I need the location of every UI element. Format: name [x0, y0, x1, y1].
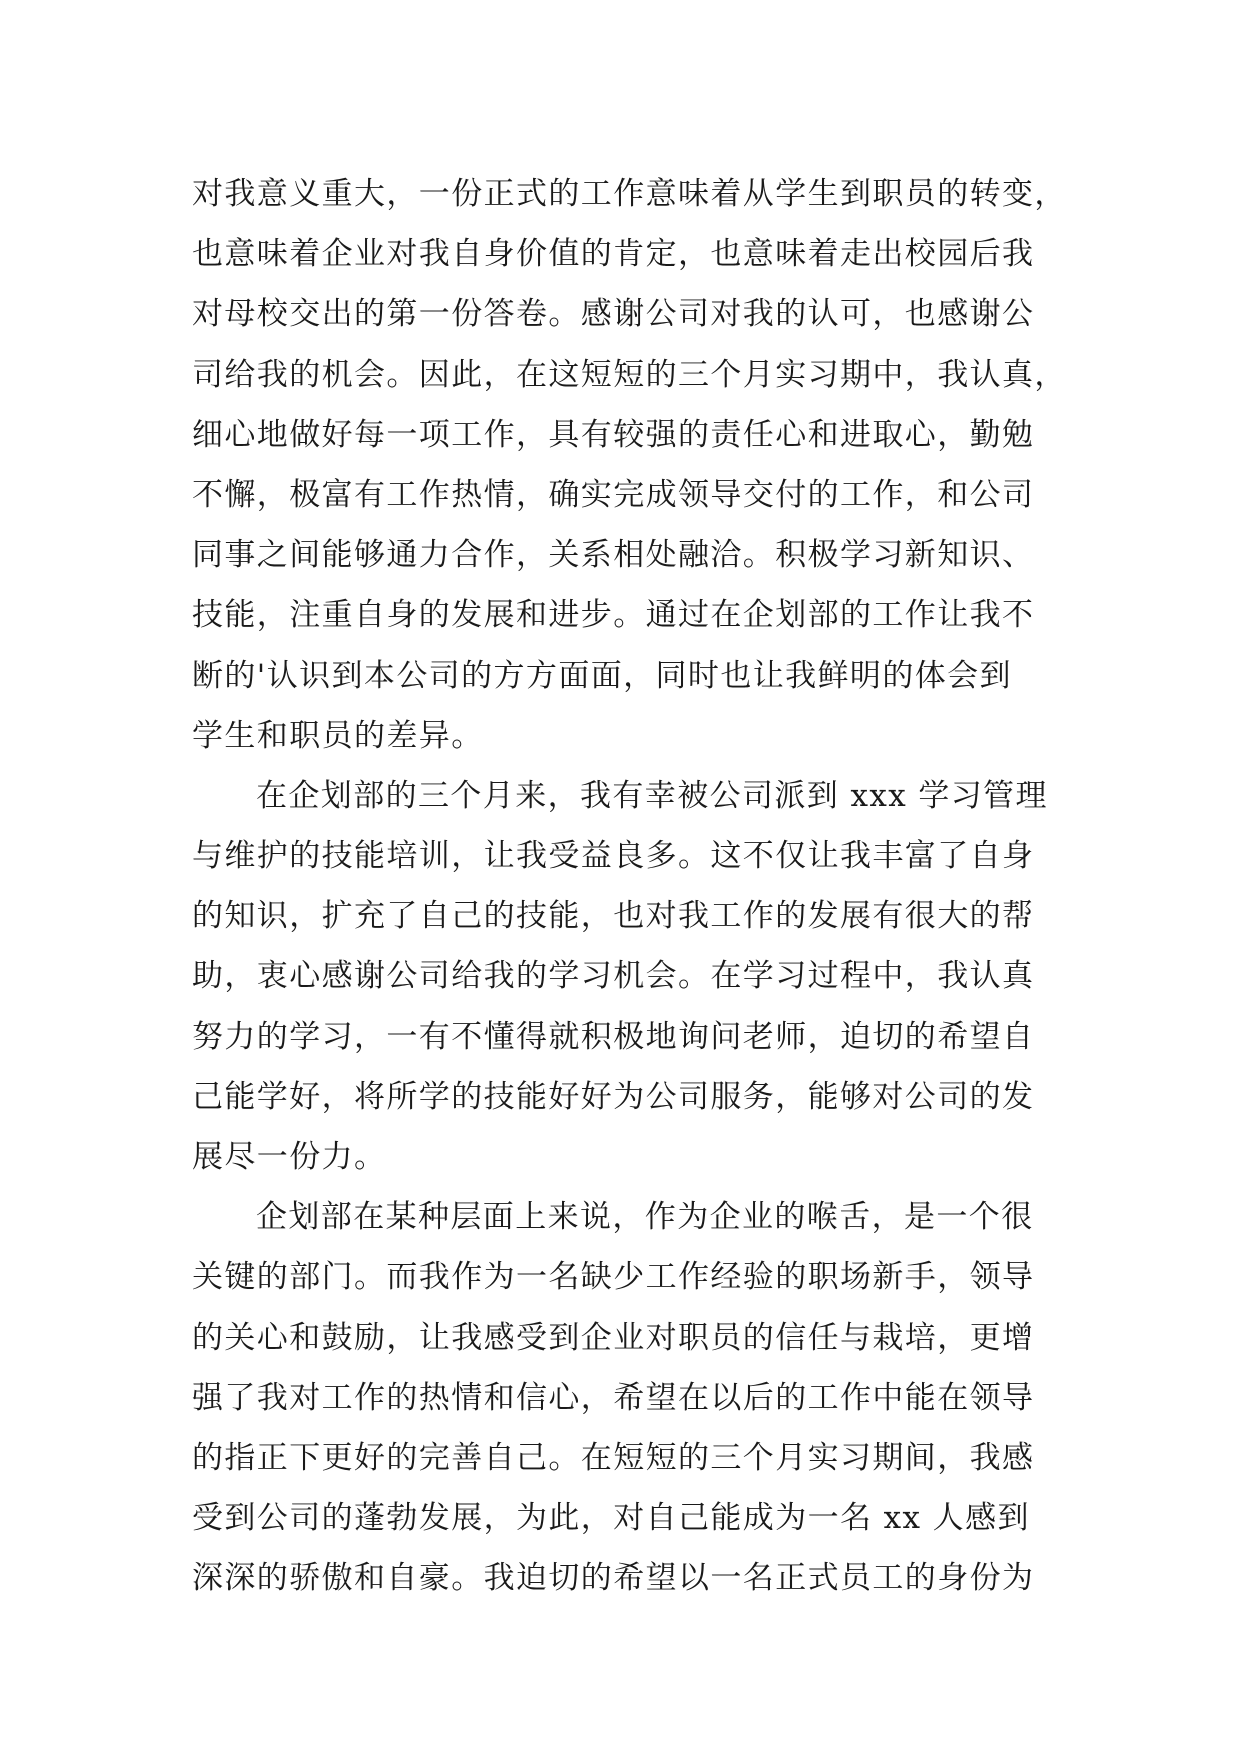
text-line: 细心地做好每一项工作，具有较强的责任心和进取心，勤勉: [192, 416, 1035, 453]
text-line: 技能，注重自身的发展和进步。通过在企划部的工作让我不: [192, 597, 1035, 634]
text-line: 强了我对工作的热情和信心，希望在以后的工作中能在领导: [192, 1379, 1035, 1416]
text-line: 也意味着企业对我自身价值的肯定，也意味着走出校园后我: [192, 236, 1035, 273]
paragraph-2: [192, 766, 1092, 1187]
text-line: 的关心和鼓励，让我感受到企业对职员的信任与栽培，更增: [192, 1319, 1035, 1356]
text-line: 关键的部门。而我作为一名缺少工作经验的职场新手，领导: [192, 1259, 1035, 1296]
text-line: 不懈，极富有工作热情，确实完成领导交付的工作，和公司: [192, 476, 1035, 513]
paragraph-1: [192, 164, 1092, 766]
text-line: 断的'认识到本公司的方方面面，同时也让我鲜明的体会到: [192, 657, 1012, 694]
text-line: 助，衷心感谢公司给我的学习机会。在学习过程中，我认真: [192, 958, 1035, 995]
text-line: 己能学好，将所学的技能好好为公司服务，能够对公司的发: [192, 1078, 1035, 1115]
text-line: 与维护的技能培训，让我受益良多。这不仅让我丰富了自身: [192, 838, 1035, 875]
text-line: 企划部在某种层面上来说，作为企业的喉舌，是一个很: [256, 1199, 1034, 1236]
body-text: [192, 164, 1092, 1609]
text-line: 司给我的机会。因此，在这短短的三个月实习期中，我认真，: [192, 356, 1067, 393]
text-line: 努力的学习，一有不懂得就积极地询问老师，迫切的希望自: [192, 1018, 1035, 1055]
text-line: 深深的骄傲和自豪。我迫切的希望以一名正式员工的身份为: [192, 1560, 1035, 1597]
text-line: 对母校交出的第一份答卷。感谢公司对我的认可，也感谢公: [192, 296, 1035, 333]
text-line: 的指正下更好的完善自己。在短短的三个月实习期间，我感: [192, 1439, 1035, 1476]
text-line: 受到公司的蓬勃发展，为此，对自己能成为一名 xx 人感到: [192, 1500, 1030, 1537]
text-line: 展尽一份力。: [192, 1139, 387, 1175]
text-line: 在企划部的三个月来，我有幸被公司派到 xxx 学习管理: [256, 777, 1048, 814]
text-line: 同事之间能够通力合作，关系相处融洽。积极学习新知识、: [192, 537, 1035, 574]
text-line: 学生和职员的差异。: [192, 717, 484, 754]
text-line: 对我意义重大，一份正式的工作意味着从学生到职员的转变，: [192, 176, 1067, 212]
text-line: 的知识，扩充了自己的技能，也对我工作的发展有很大的帮: [192, 898, 1035, 935]
paragraph-3: [192, 1187, 1092, 1608]
